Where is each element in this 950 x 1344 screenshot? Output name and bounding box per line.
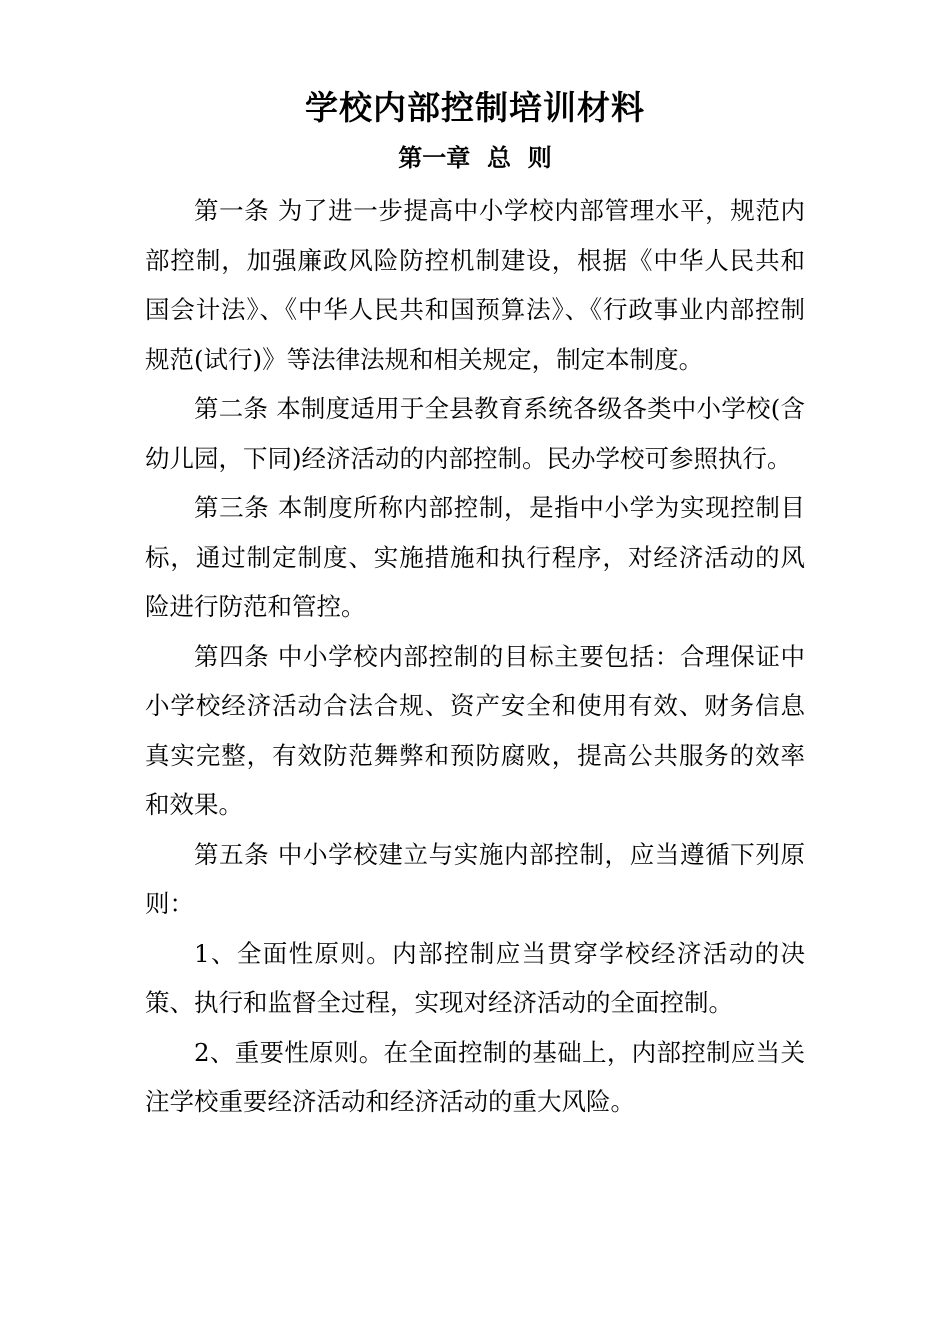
principle-1-paragraph: 1、全面性原则。内部控制应当贯穿学校经济活动的决策、执行和监督全过程，实现对经济活动的全面控制。 (145, 938, 805, 1017)
article-4-paragraph: 第四条 中小学校内部控制的目标主要包括：合理保证中小学校经济活动合法合规、资产安全和使用有效、财务信息真实完整，有效防范舞弊和预防腐败，提高公共服务的效率和效果。 (145, 641, 805, 819)
article-2-paragraph: 第二条 本制度适用于全县教育系统各级各类中小学校(含幼儿园，下同)经济活动的内部控制。民办学校可参照执行。 (145, 394, 805, 473)
document-title: 学校内部控制培训材料 (305, 88, 645, 127)
chapter-title: 第一章 总 则 (398, 144, 552, 172)
article-3-paragraph: 第三条 本制度所称内部控制，是指中小学为实现控制目标，通过制定制度、实施措施和执行程序，对经济活动的风险进行防范和管控。 (145, 493, 805, 621)
principle-2-paragraph: 2、重要性原则。在全面控制的基础上，内部控制应当关注学校重要经济活动和经济活动的重大风险。 (145, 1037, 805, 1116)
article-5-paragraph: 第五条 中小学校建立与实施内部控制，应当遵循下列原则： (145, 839, 805, 918)
article-1-paragraph: 第一条 为了进一步提高中小学校内部管理水平，规范内部控制，加强廉政风险防控机制建设，根据《中华人民共和国会计法》、《中华人民共和国预算法》、《行政事业内部控制规范(试行)》等法律法规和相关规定，制定本制度。 (145, 196, 805, 374)
